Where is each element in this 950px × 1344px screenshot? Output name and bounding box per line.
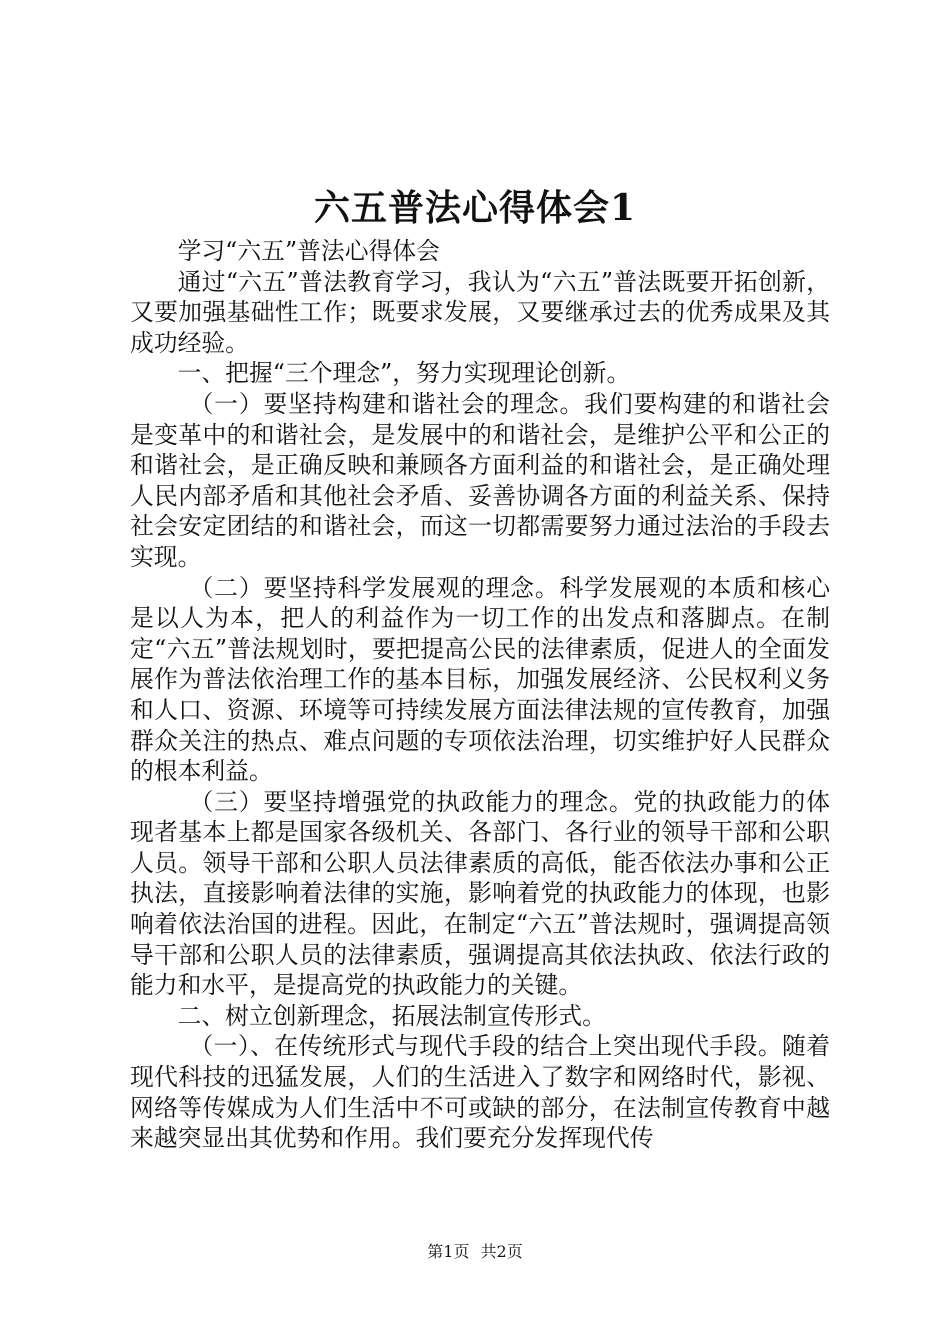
paragraph: （二）要坚持科学发展观的理念。科学发展观的本质和核心是以人为本，把人的利益作为一切工作的出发点和落脚点。在制定“六五”普法规划时，要把提高公民的法律素质，促进人的全面发展作为普法依治理工作的基本目标，加强发展经济、公民权利义务和人口、资源、环境等可持续发展方面法律法规的宣传教育，加强群众关注的热点、难点问题的专项依法治理，切实维护好人民群众的根本利益。 — [130, 573, 830, 786]
paragraph: 学习“六五”普法心得体会 — [177, 237, 440, 265]
paragraph: （一）要坚持构建和谐社会的理念。我们要构建的和谐社会是变革中的和谐社会，是发展中的和谐社会，是维护公平和公正的和谐社会，是正确反映和兼顾各方面利益的和谐社会，是正确处理人民内部矛盾和其他社会矛盾、妥善协调各方面的利益关系、保持社会安定团结的和谐社会，而这一切都需要努力通过法治的手段去实现。 — [130, 389, 830, 571]
page-total: 共2页 — [480, 1242, 523, 1261]
paragraph: （一）、在传统形式与现代手段的结合上突出现代手段。随着现代科技的迅猛发展，人们的生活进入了数字和网络时代，影视、网络等传媒成为人们生活中不可或缺的部分，在法制宣传教育中越来越突显出其优势和作用。我们要充分发挥现代传 — [130, 1032, 830, 1153]
section-heading: 二、树立创新理念，拓展法制宣传形式。 — [177, 1001, 606, 1030]
paragraph: 通过“六五”普法教育学习，我认为“六五”普法既要开拓创新，又要加强基础性工作；既要求发展，又要继承过去的优秀成果及其成功经验。 — [130, 267, 830, 357]
page-title: 六五普法心得体会1 — [313, 187, 637, 229]
paragraph: （三）要坚持增强党的执政能力的理念。党的执政能力的体现者基本上都是国家各级机关、各部门、各行业的领导干部和公职人员。领导干部和公职人员法律素质的高低，能否依法办事和公正执法，直接影响着法律的实施，影响着党的执政能力的体现，也影响着依法治国的进程。因此，在制定“六五”普法规时，强调提高领导干部和公职人员的法律素质，强调提高其依法执政、依法行政的能力和水平，是提高党的执政能力的关键。 — [130, 787, 830, 1000]
page-number: 第1页 — [427, 1242, 470, 1261]
section-heading: 一、把握“三个理念”，努力实现理论创新。 — [177, 359, 631, 388]
page-footer — [0, 1242, 950, 1262]
document-body — [130, 236, 830, 1154]
